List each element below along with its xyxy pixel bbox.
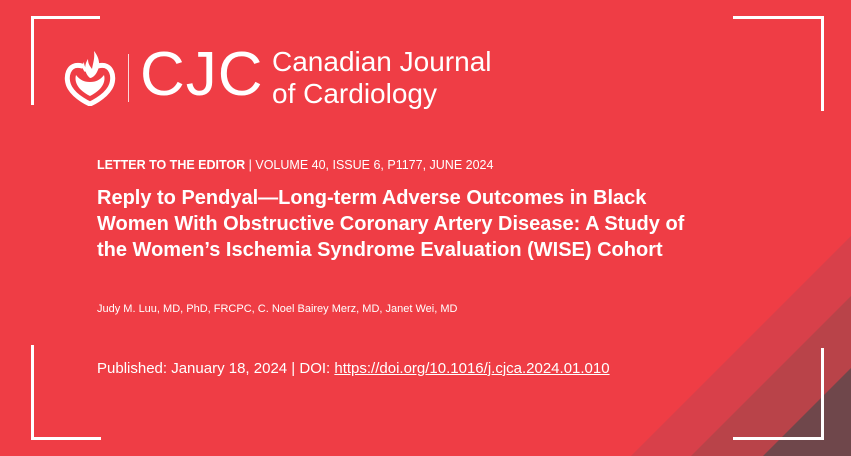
article-authors: Judy M. Luu, MD, PhD, FRCPC, C. Noel Bairey Merz, MD, Janet Wei, MD (97, 303, 458, 315)
article-title: Reply to Pendyal—Long-term Adverse Outcomes in Black Women With Obstructive Coronary Artery Disease: A Study of the Women’s Ischemia Syndrome Evaluation (WISE) Cohort (97, 187, 685, 261)
journal-name (272, 46, 492, 110)
article-meta (97, 157, 493, 173)
publication-info (97, 359, 610, 379)
corner-bracket-bottom-right (733, 348, 824, 440)
corner-bracket-bottom-left (31, 345, 101, 440)
article-type: LETTER TO THE EDITOR (97, 158, 246, 172)
doi-link[interactable]: https://doi.org/10.1016/j.cjca.2024.01.010 (334, 360, 610, 377)
published-text: Published: January 18, 2024 | DOI: (97, 360, 335, 377)
heart-flame-logo-icon (62, 48, 118, 106)
journal-name-line-2: of Cardiology (272, 78, 437, 109)
article-citation: | VOLUME 40, ISSUE 6, P1177, JUNE 2024 (245, 158, 494, 172)
journal-abbreviation: CJC (140, 40, 264, 109)
corner-bracket-top-right (733, 16, 824, 111)
journal-name-line-1: Canadian Journal (272, 46, 492, 77)
logo-divider (128, 54, 129, 102)
